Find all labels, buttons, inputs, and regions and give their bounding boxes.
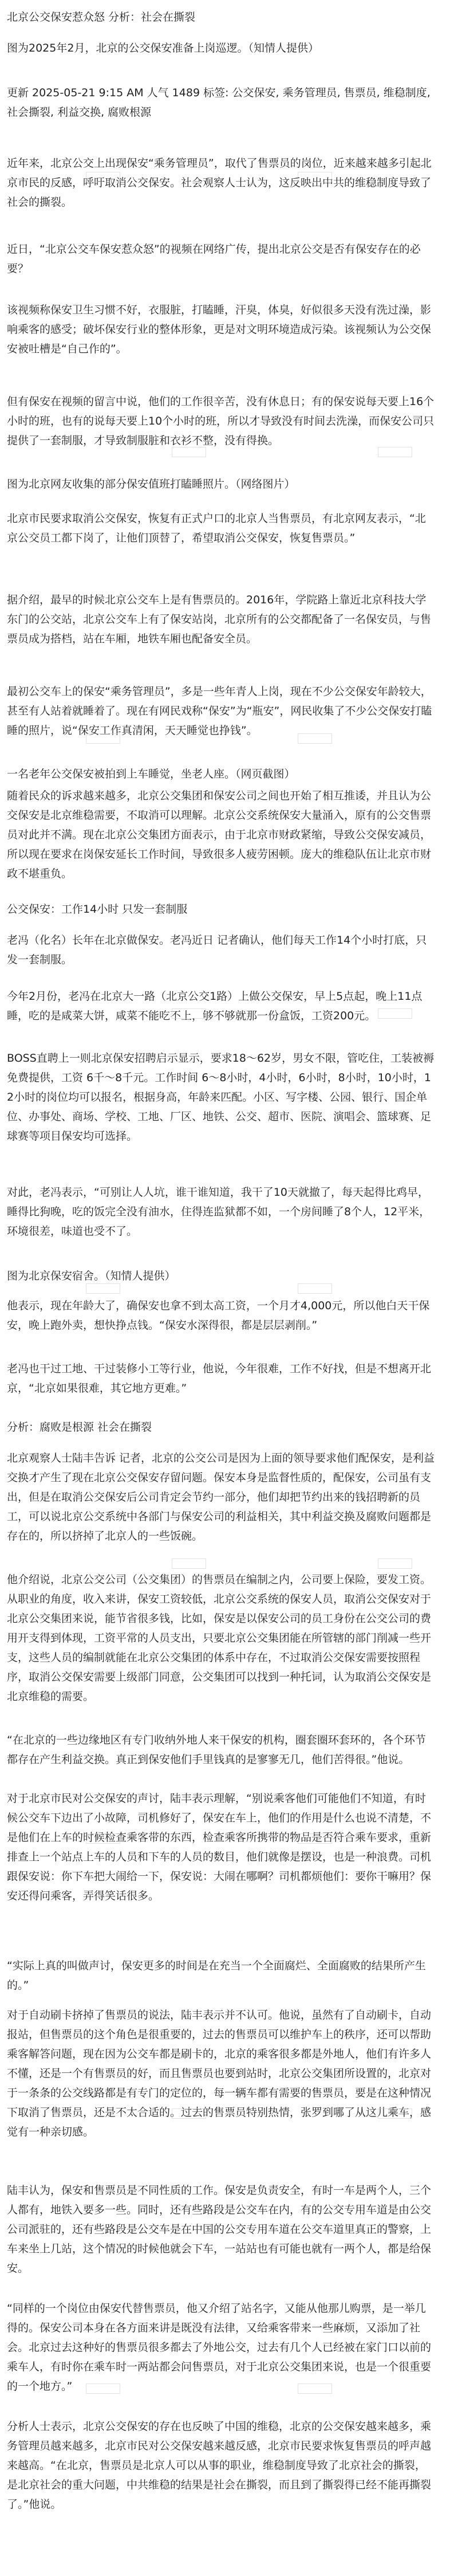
watermark-stamp <box>298 1833 332 1844</box>
article-paragraph: 近年来，北京公交上出现保安“乘务管理员”，取代了售票员的岗位，近来越来越多引起北京市民的反感，呼吁取消公交保安。社会观察人士认为，这反映出中共的维稳制度导致了社会的撕裂。 <box>7 157 432 209</box>
watermark-stamp <box>172 2108 206 2119</box>
watermark-stamp <box>298 172 332 182</box>
watermark-stamp <box>378 1008 412 1019</box>
article-paragraph: 对此，老冯表示，“可别让人人坑，谁干谁知道，我干了10天就撤了，每天起得比鸡早，睡得比狗晚，吃的饭完全没有油水，住得连监狱都不如，一个房间睡了8个人，12平米，环境很差，味道也受不了。 <box>7 1186 431 1238</box>
article-paragraph: 分析人士表示，北京公交保安的存在也反映了中国的维稳，北京的公交保安越来越多，乘务管理员越来越多，北京市民对公交保安越来越反感，北京市民要求恢复售票员的呼声越来越高。“在北京，售票员是北京人可以从事的职业，维稳制度导致了北京社会的撕裂，是北京社会的重大问题，中共维稳的结果是社会在撕裂，而且到了撕裂得已经不能再撕裂了。”他说。 <box>7 2420 432 2511</box>
image-caption-top: 图为2025年2月，北京的公交保安准备上岗巡逻。（知情人提供） <box>7 42 319 54</box>
article-paragraph: BOSS直聘上一则北京保安招聘启示显示，要求18～62岁，男女不限，管吃住，工装被褥免费提供，工资 6千～8千元。工作时间 6～8小时，4小时，6小时，8小时，10小时，12小时的岗位均可以报名，根据身高，年龄来匹配。小区、写字楼、公园、银行、国企单位、办事处、商场、学校、工地、厂区、地铁、公交、超市、医院、演唱会、篮球赛、足球赛等项目保安均可选择。 <box>7 1052 435 1142</box>
article-paragraph: 北京观察人士陆丰告诉 记者，北京的公交公司是因为上面的领导要求他们配保安，是利益交换才产生了现在北京公交保安存留问题。保安本身是监督性质的，配保安，公司虽有支出，但是在取消公交保安后公司肯定会节约一部分，他们却把节约出来的钱招聘新的员工，可以说北京公交系统中各部门与保安公司的利益相关，其中利益交换及腐败问题都是存在的，所以挤掉了北京人的一些饭碗。 <box>7 1452 435 1542</box>
article-paragraph: 但有保安在视频的留言中说，他们的工作很辛苦，没有休息日；有的保安说每天要上16个小时的班，也有的说每天要上10个小时的班，所以才导致没有时间去洗澡，而保安公司只提供了一套制服，才导致制服脏和衣衫不整，没有得换。 <box>7 395 435 447</box>
watermark-stamp <box>378 447 412 457</box>
article-meta: 更新 2025-05-21 9:15 AM 人气 1489 标签: 公交保安, 乘务管理员, 售票员, 维稳制度, 社会撕裂, 利益交换, 腐败根源 <box>7 87 431 119</box>
article-paragraph: 对于北京市民对公交保安的声讨，陆丰表示理解，“别说乘客他们可能他们不知道，有时候公交车下边出了小故障，司机修好了，保安在车上，他们的作用是什么也说不清楚，不是他们在上车的时候检查乘客带的东西，检查乘客所携带的物品是否符合乘车要求，重新排查上一个站点上车的人员和下车的人员的数目，他们就像是摆设，也是一种浪费。司机跟保安说：你下车把大闹给一下，保安说：大闹在哪啊？司机都烦他们：要你干嘛用？保安还得问乘客，弄得笑话很多。 <box>7 1792 432 1902</box>
watermark-stamp <box>86 1283 120 1294</box>
watermark-stamp <box>86 2383 120 2394</box>
image-caption: 图为北京网友收集的部分保安值班打瞌睡照片。（网络图片） <box>7 478 295 490</box>
watermark-stamp <box>298 2383 332 2394</box>
article-paragraph: 老冯也干过工地、干过装修小工等行业，他说，今年很难，工作不好找，但是不想离开北京，“北京如果很难，其它地方更难。” <box>7 1362 432 1395</box>
watermark-stamp <box>172 447 206 457</box>
article-paragraph: 他表示，现在年龄大了，确保安也拿不到太高工资，一个月才4,000元，所以他白天干保安，晚上跑外卖，想快挣点钱。“保安水深得很，都是层层剥削。” <box>7 1299 430 1332</box>
watermark-stamp <box>378 2108 412 2119</box>
article-paragraph: 陆丰认为，保安和售票员是不同性质的工作。保安是负责安全，有时一车是两个人，三个人都有，地铁入要多一些。同时，还有些路段是公交车在内，有的公交专用车道是由公交公司派驻的，还有些路段是公交车是在中国的公交专用车道在公交车道里真正的警察，上车来坐上几站，这个情况的时候他就会下车，一站站也有可能也就有一两个人，都是给保安。 <box>7 2184 432 2275</box>
article-paragraph: 最初公交车上的保安“乘务管理员”，多是一些年青人上岗，现在不少公交保安年龄较大，甚至有人站着就睡着了。现在有网民戏称“保安”为“瓶安”，网民收集了不少公交保安打瞌睡的照片，说“保安工作真清闲，天天睡觉也挣钱”。 <box>7 685 432 737</box>
article-paragraph: “在北京的一些边缘地区有专门收纳外地人来干保安的机构，圈套圈环套环的，各个环节都存在产生利益交换。真正到保安他们手里钱真的是寥寥无几，他们苦得很。”他说。 <box>7 1734 426 1766</box>
article-paragraph: 该视频称保安卫生习惯不好，衣服脏，打瞌睡，汗臭，体臭，好似很多天没有洗过澡，影响乘客的感受；破坏保安行业的整体形象，更是对文明环境造成污染。该视频认为公交保安被吐槽是“自己作的”。 <box>7 304 432 355</box>
article-paragraph: 北京市民要求取消公交保安，恢复有正式户口的北京人当售票员，有北京网友表示，“北京公交员工都下岗了，让他们顶替了，希望取消公交保安，恢复售票员。” <box>7 512 426 544</box>
article-paragraph: 他介绍说，北京公交公司（公交集团）的售票员在编制之内，公司要上保险，要发工资。从职业的角度，收入来讲，保安工资较低，北京公交系统的保安人员，取消公交保安对于北京公交集团来说，能节省很多钱，比如，保安是以保安公司的员工身份在公交公司的费用开支得到体现，工资平常的人员支出，只要北京公交集团能在所管辖的部门削减一些开支，这些人员的编制就能在北京公交集团的体系中存在，不过取消公交保安需要按照程序，取消公交保安需要上级部门同意，公交集团可以找到一种托词，认为取消公交保安是北京维稳的需要。 <box>7 1573 432 1703</box>
section-heading: 分析：腐败是根源 社会在撕裂 <box>7 1421 152 1434</box>
article-paragraph: “同样的一个岗位由保安代替售票员，他又介绍了站名字，又能从他那儿购票，是一举几得的。保安公司本身在各方面来讲是既没有法律，又给乘客带来一些麻烦，又添加了社会。北京过去这种好的售票员很多都去了外地公交，过去有几个人已经被在家门口以前的乘车人，有时你在乘车时一两站都会问售票员，对于北京公交集团来说，也是一个很重要的一个地方。” <box>7 2302 432 2393</box>
watermark-stamp <box>378 1558 412 1569</box>
watermark-stamp <box>298 1283 332 1294</box>
image-caption: 一名老年公交保安被拍到上车睡觉，坐老人座。（网页截图） <box>7 768 295 780</box>
article-paragraph: 近日，“北京公交车保安惹众怒”的视频在网络广传，提出北京公交是否有保安存在的必要？ <box>7 243 421 275</box>
watermark-stamp <box>86 1833 120 1844</box>
article-paragraph: 今年2月份，老冯在北京大一路（北京公交1路）上做公交保安，早上5点起，晚上11点睡，吃的是咸菜大饼，咸菜不能吃不上，够不够就那一份盒饭，工资200元。 <box>7 990 423 1022</box>
watermark-stamp <box>86 172 120 182</box>
article-paragraph: 据介绍，最早的时候北京公交车上是有售票员的。2016年，学院路上靠近北京科技大学东门的公交站，北京公交车上有了保安站岗，北京所有的公交都配备了一名保安员，与售票员成为搭档，站在车厢，地铁车厢也配备安全员。 <box>7 594 432 645</box>
watermark-stamp <box>298 733 332 744</box>
article-paragraph: 老冯（化名）长年在北京做保安。老冯近日 记者确认，他们每天工作14个小时打底，只发一套制服。 <box>7 934 427 966</box>
section-heading: 公交保安：工作14小时 只发一套制服 <box>7 903 188 916</box>
watermark-stamp <box>172 1558 206 1569</box>
article-paragraph: 随着民众的诉求越来越多，北京公交集团和保安公司之间也开始了相互推诿，并且认为公交保安是北京维稳需要，不取消可以理解。北京公交系统保安大量涌入，原有的公交售票员对此并不满。现在北京公交集团方面表示，由于北京市财政紧缩，导致公交保安减员，所以现在要求在岗保安延长工作时间，导致很多人疲劳困顿。庞大的维稳队伍让北京市财政不堪重负。 <box>7 790 432 880</box>
article-paragraph: 对于自动刷卡挤掉了售票员的说法，陆丰表示并不认可。他说，虽然有了自动刷卡，自动报站，但售票员的这个角色是很重要的，过去的售票员可以维护车上的秩序，还可以帮助乘客解答问题，现在因为公交车都是刷卡的，北京的乘客很多都是外地人，他们有许多人不懂，还是一个有售票员的好，而且售票员也要到站时，北京公交集团所设置的，北京对于一条条的公交线路都是有专门的定位的，每一辆车都有需要的售票员，要是在这种情况下取消了售票员，还是不太合适的。过去的售票员特别热情，张罗到哪了从这儿乘车，感觉有一种亲切感。 <box>7 2009 432 2138</box>
article-paragraph: “实际上真的叫做声讨，保安更多的时间是在充当一个全面腐烂、全面腐败的结果所产生的。” <box>7 1960 426 1992</box>
watermark-stamp <box>172 1008 206 1019</box>
image-caption: 图为北京保安宿舍。（知情人提供） <box>7 1270 176 1282</box>
watermark-stamp <box>86 733 120 744</box>
article-title: 北京公交保安惹众怒 分析：社会在撕裂 <box>7 11 196 23</box>
